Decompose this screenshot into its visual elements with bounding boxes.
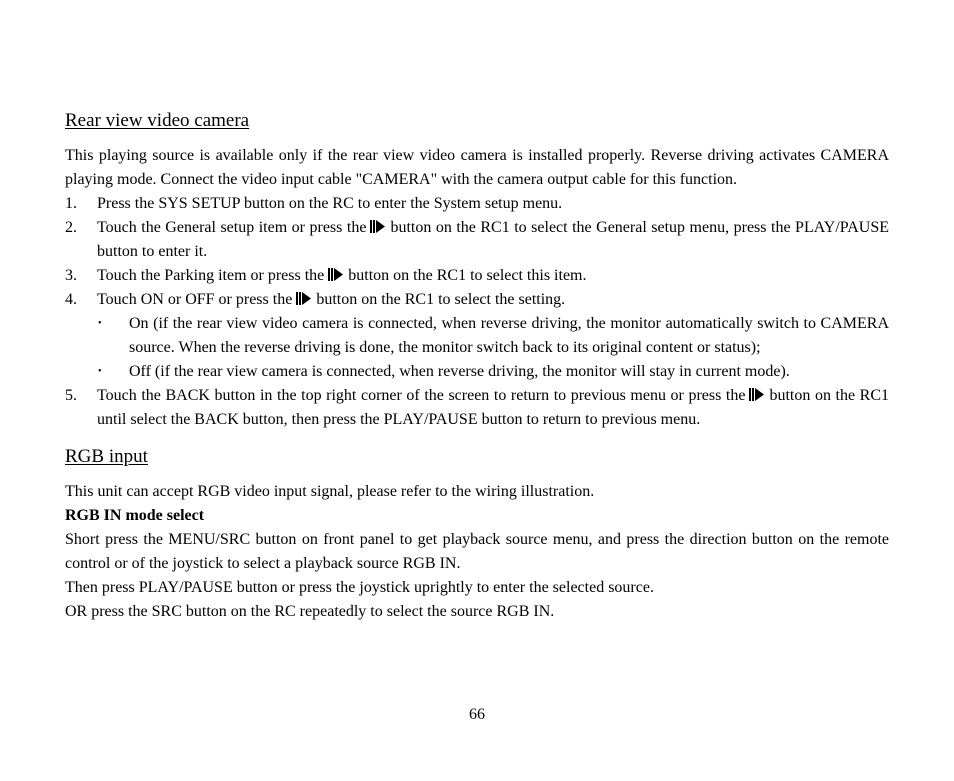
step-text-after: button on the RC1 to select the setting.	[316, 291, 566, 308]
step-2	[65, 216, 889, 264]
document-page	[65, 108, 889, 624]
step-text: Press the SYS SETUP button on the RC to enter the System setup menu.	[97, 195, 563, 212]
step-text-before: Touch the General setup item or press the	[97, 219, 367, 236]
section-title-rear-camera: Rear view video camera	[65, 110, 250, 131]
section-title-rgb-input: RGB input	[65, 446, 148, 467]
step-5	[65, 384, 889, 432]
step-number: 5.	[65, 387, 77, 404]
step-number: 1.	[65, 195, 77, 212]
step-text-after: button on the RC1 to select this item.	[348, 267, 587, 284]
setting-options	[97, 312, 889, 384]
step-text-before: Touch the Parking item or press the	[97, 267, 325, 284]
step-4	[65, 288, 889, 384]
rgb-intro: This unit can accept RGB video input signal, please refer to the wiring illustration.	[65, 483, 595, 500]
rgb-para-3: OR press the SRC button on the RC repeatedly to select the source RGB IN.	[65, 603, 555, 620]
option-on	[65, 312, 889, 360]
section-gap	[65, 432, 889, 444]
bullet: •	[98, 318, 102, 329]
rear-camera-steps	[65, 192, 889, 432]
rgb-para-2: Then press PLAY/PAUSE button or press the joystick uprightly to enter the selected source.	[65, 579, 654, 596]
option-text: On (if the rear view video camera is connected, when reverse driving, the monitor automatically switch to CAMERA source. When the reverse driving is done, the monitor switch back to its original content or status);	[129, 315, 889, 356]
step-1	[65, 192, 889, 216]
page-number: 66	[469, 706, 485, 723]
step-forward-icon	[296, 291, 312, 306]
option-off	[65, 360, 889, 384]
rgb-subheading: RGB IN mode select	[65, 507, 205, 524]
step-number: 4.	[65, 291, 77, 308]
bullet: •	[98, 366, 102, 377]
step-text-before: Touch ON or OFF or press the	[97, 291, 293, 308]
step-number: 2.	[65, 219, 77, 236]
rgb-para-1: Short press the MENU/SRC button on front panel to get playback source menu, and press the direction button on the remote control or of the joystick to select a playback source RGB IN.	[65, 531, 889, 572]
step-text-before: Touch the BACK button in the top right corner of the screen to return to previous menu or press the	[97, 387, 746, 404]
option-text: Off (if the rear view camera is connected, when reverse driving, the monitor will stay in current mode).	[129, 363, 790, 380]
step-forward-icon	[749, 387, 765, 402]
step-text-after: button on the RC1 to select the General setup menu, press the PLAY/PAUSE button to enter it.	[97, 219, 890, 260]
step-3	[65, 264, 889, 288]
rear-camera-intro: This playing source is available only if the rear view video camera is installed properly. Reverse driving activates CAMERA playing mode. Connect the video input cable "CAMERA" with the camera output cable for this function.	[65, 147, 889, 188]
step-text-after: button on the RC1 until select the BACK button, then press the PLAY/PAUSE button to return to previous menu.	[97, 387, 889, 428]
step-number: 3.	[65, 267, 77, 284]
step-forward-icon	[328, 267, 344, 282]
step-forward-icon	[370, 219, 386, 234]
